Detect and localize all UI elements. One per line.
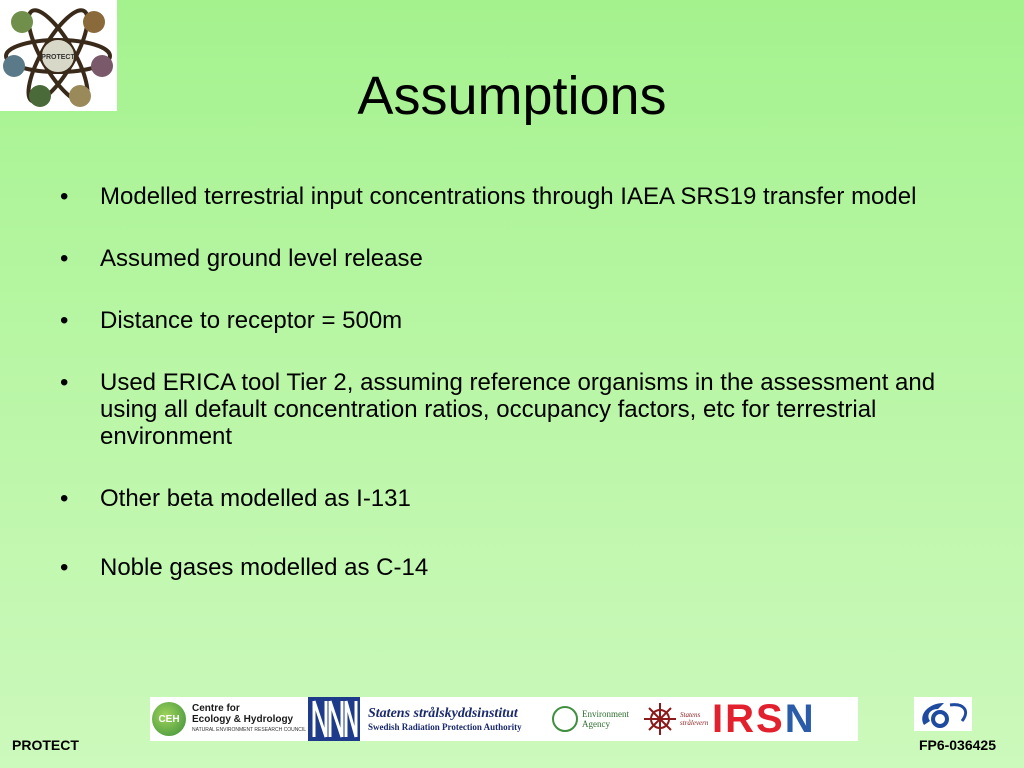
bullet-text: Assumed ground level release (100, 245, 423, 272)
ea-text (582, 709, 629, 729)
bullet-icon: • (60, 245, 69, 272)
eu-fp6-logo (914, 697, 972, 731)
stral-line1: Statens (680, 711, 701, 719)
ea-line1: Environment (582, 709, 629, 719)
protect-logo-text: PROTECT (41, 54, 75, 61)
stral-text (680, 711, 708, 727)
bullet-item (60, 369, 960, 450)
ssi-line2: Swedish Radiation Protection Authority (368, 721, 522, 732)
bullet-text: Noble gases modelled as C-14 (100, 554, 429, 581)
bullet-icon: • (60, 554, 69, 581)
ssi-logo (360, 697, 550, 741)
stralevern-logo (642, 697, 712, 741)
bullet-list (60, 183, 960, 581)
partner-logos (150, 697, 858, 741)
bullet-text: Other beta modelled as I-131 (100, 485, 411, 512)
nerc-logo-icon (308, 697, 360, 741)
bullet-icon: • (60, 369, 69, 396)
bullet-text: Distance to receptor = 500m (100, 307, 403, 334)
bullet-icon: • (60, 307, 69, 334)
bullet-text: Modelled terrestrial input concentrations through IAEA SRS19 transfer model (100, 183, 917, 210)
stral-line2: strålevern (680, 719, 709, 727)
bullet-item (60, 554, 960, 581)
irsn-letter: R (725, 696, 757, 741)
wheel-icon (642, 697, 678, 741)
bullet-item (60, 245, 960, 272)
bullet-text: Used ERICA tool Tier 2, assuming reference organisms in the assessment and using all default concentration ratios, occupancy factors, etc for terrestrial environment (100, 369, 936, 450)
ssi-line1: Statens strålskyddsinstitut (368, 705, 518, 721)
irsn-letter: S (756, 696, 785, 741)
leaf-icon (552, 706, 578, 732)
fp6-icon (914, 697, 972, 731)
footer-left: PROTECT (12, 737, 79, 753)
bullet-item (60, 307, 960, 334)
ceh-text (192, 703, 306, 736)
bullet-icon: • (60, 183, 69, 210)
slide-title: Assumptions (357, 66, 667, 126)
footer-right: FP6-036425 (918, 737, 996, 753)
irsn-letter: N (784, 696, 816, 741)
irsn-letter: I (712, 696, 726, 741)
ceh-logo (150, 697, 308, 741)
ceh-badge-icon: CEH (152, 702, 186, 736)
ceh-line1: Centre for (192, 702, 240, 714)
ea-line2: Agency (582, 719, 610, 729)
environment-agency-logo (550, 697, 642, 741)
bullet-item (60, 485, 960, 512)
ceh-line3: NATURAL ENVIRONMENT RESEARCH COUNCIL (192, 726, 307, 733)
bullet-icon: • (60, 485, 69, 512)
bullet-item (60, 183, 960, 210)
irsn-logo (712, 697, 852, 741)
ceh-line2: Ecology & Hydrology (192, 713, 294, 725)
